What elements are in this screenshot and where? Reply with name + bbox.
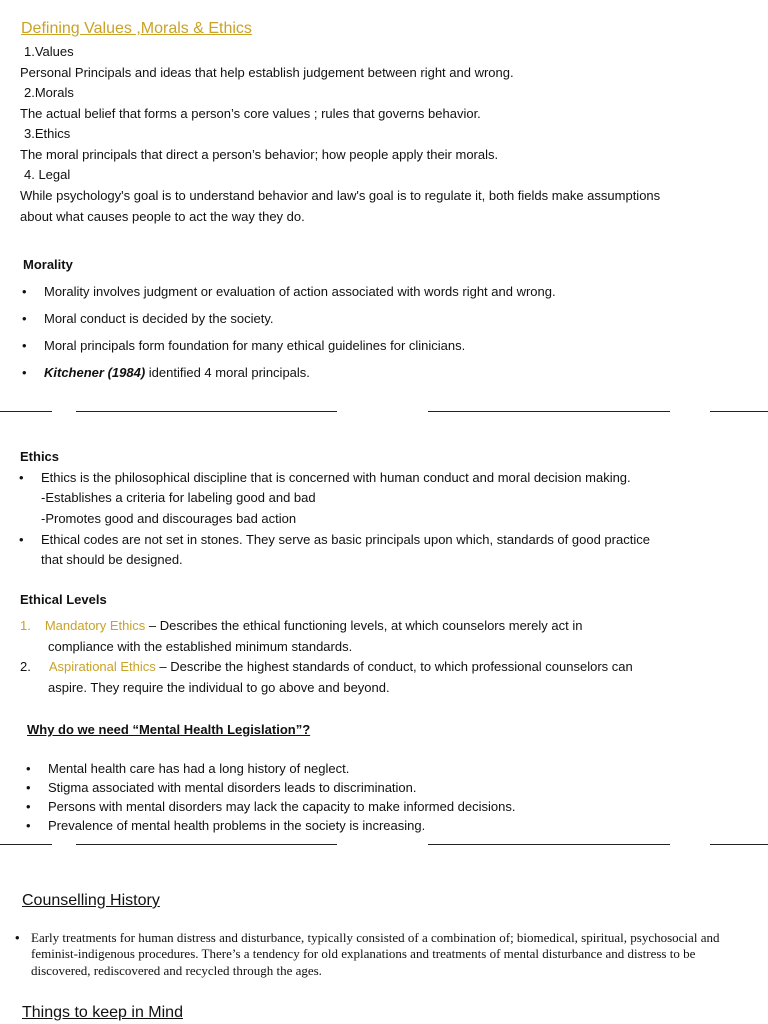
mandatory-ethics-desc: – Describes the ethical functioning levels, at which counselors merely act in (145, 618, 583, 633)
history-bullet: • (15, 930, 20, 945)
page-title: Defining Values ,Morals & Ethics (21, 20, 252, 37)
morality-item-2: Moral conduct is decided by the society. (44, 311, 274, 326)
level-item-2 (20, 659, 633, 675)
list-item (22, 338, 465, 354)
separator-line (428, 411, 670, 412)
ethics-sub-1: -Establishes a criteria for labeling good and bad (41, 490, 316, 505)
bullet: • (22, 311, 27, 326)
aspirational-ethics-desc: – Describe the highest standards of conduct, to which professional counselors can (155, 659, 633, 674)
list-item (19, 470, 631, 486)
bullet: • (22, 284, 27, 299)
kitchener-text: identified 4 moral principals. (145, 365, 310, 380)
morality-item-3: Moral principals form foundation for many ethical guidelines for clinicians. (44, 338, 466, 353)
bullet: • (19, 470, 24, 485)
mandatory-ethics-term: Mandatory Ethics (44, 618, 146, 633)
list-item (26, 780, 417, 796)
legal-label: 4. Legal (24, 167, 71, 182)
morality-heading: Morality (23, 257, 73, 272)
things-to-keep-in-mind-heading: Things to keep in Mind (22, 1004, 183, 1021)
list-item (22, 365, 310, 381)
list-item (19, 532, 650, 548)
mandatory-ethics-desc-line2: compliance with the established minimum standards. (48, 639, 353, 654)
legal-text-line2: about what causes people to act the way they do. (20, 209, 305, 224)
list-item (22, 284, 556, 300)
morals-label: 2.Morals (24, 85, 74, 100)
ethics-item-2-line2: that should be designed. (41, 552, 183, 567)
ethics-item-2-line1: Ethical codes are not set in stones. They serve as basic principals upon which, standards of good practice (41, 532, 650, 547)
separator-line (428, 844, 670, 845)
ethics-heading: Ethics (20, 449, 60, 464)
separator-line (76, 411, 337, 412)
values-text: Personal Principals and ideas that help establish judgement between right and wrong. (20, 65, 514, 80)
list-item (22, 311, 274, 327)
counselling-history-heading: Counselling History (22, 892, 160, 909)
aspirational-ethics-desc-line2: aspire. They require the individual to go above and beyond. (48, 680, 390, 695)
list-item (26, 761, 349, 777)
level-number-2: 2. (20, 659, 31, 674)
legislation-item-2: Stigma associated with mental disorders leads to discrimination. (48, 780, 417, 795)
ethics-label: 3.Ethics (24, 126, 71, 141)
bullet: • (19, 532, 24, 547)
ethics-text: The moral principals that direct a person’s behavior; how people apply their morals. (20, 147, 499, 162)
list-item (26, 799, 515, 815)
separator-line (76, 844, 337, 845)
kitchener-citation: Kitchener (1984) (44, 365, 146, 380)
values-label: 1.Values (24, 44, 74, 59)
level-item-1 (20, 618, 582, 634)
ethics-sub-2: -Promotes good and discourages bad action (41, 511, 297, 526)
history-text: Early treatments for human distress and disturbance, typically consisted of a combination of; biomedical, spiritual, psychosocial and feminist-indigenous procedures. There’s a tendency for old explanations and treatments of mental disturbance and distress to be discovered, rediscovered and recycled through the ages. (31, 930, 720, 978)
ethical-levels-heading: Ethical Levels (20, 592, 107, 607)
legal-text-line1: While psychology's goal is to understand behavior and law's goal is to regulate it, both fields make assumptions (20, 188, 661, 203)
bullet: • (26, 780, 31, 795)
separator-line (710, 844, 768, 845)
bullet: • (26, 818, 31, 833)
legislation-item-3: Persons with mental disorders may lack the capacity to make informed decisions. (48, 799, 516, 814)
bullet: • (26, 761, 31, 776)
legislation-item-4: Prevalence of mental health problems in the society is increasing. (48, 818, 426, 833)
separator-line (710, 411, 768, 412)
bullet: • (22, 365, 27, 380)
legislation-item-1: Mental health care has had a long history of neglect. (48, 761, 350, 776)
morals-text: The actual belief that forms a person’s core values ; rules that governs behavior. (20, 106, 481, 121)
bullet: • (22, 338, 27, 353)
separator-line (0, 844, 52, 845)
level-number-1: 1. (20, 618, 31, 633)
bullet: • (26, 799, 31, 814)
ethics-item-1: Ethics is the philosophical discipline that is concerned with human conduct and moral decision making. (41, 470, 631, 485)
morality-item-1: Morality involves judgment or evaluation of action associated with words right and wrong. (44, 284, 556, 299)
legislation-heading: Why do we need “Mental Health Legislation”? (27, 722, 311, 737)
separator-line (0, 411, 52, 412)
aspirational-ethics-term: Aspirational Ethics (48, 659, 156, 674)
list-item (26, 818, 425, 834)
